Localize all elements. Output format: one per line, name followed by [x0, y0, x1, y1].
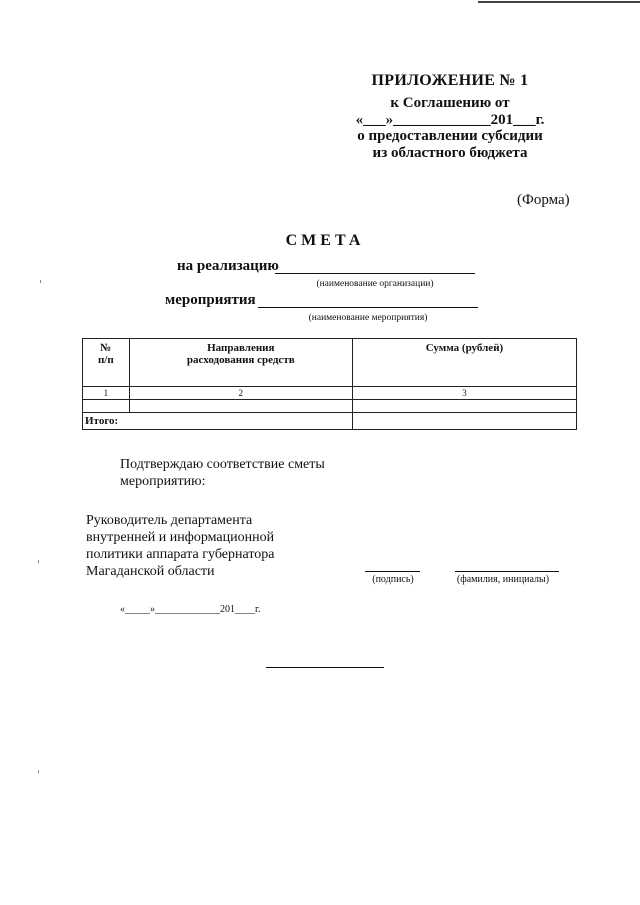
scan-edge-line	[478, 1, 640, 3]
column-number-1: 1	[83, 387, 130, 400]
table-column-number-row	[83, 387, 577, 400]
total-value	[352, 413, 576, 430]
appendix-subsidy-line: о предоставлении субсидии	[357, 128, 543, 144]
header-directions: Направления расходования средств	[129, 339, 352, 387]
table-cell	[129, 400, 352, 413]
signature-line	[365, 571, 420, 572]
scan-speck	[38, 770, 39, 773]
event-fill-line	[258, 307, 478, 308]
name-line	[455, 571, 559, 572]
realization-label: на реализацию	[177, 258, 279, 274]
name-caption: (фамилия, инициалы)	[456, 574, 550, 585]
official-position: Руководитель департамента внутренней и информационной политики аппарата губернатора Магаданской области	[86, 513, 275, 579]
column-number-3: 3	[352, 387, 576, 400]
header-number: № п/п	[83, 339, 130, 387]
table-total-row	[83, 413, 577, 430]
organization-caption: (наименование организации)	[316, 279, 434, 289]
event-caption: (наименование мероприятия)	[308, 313, 428, 323]
table-row	[83, 400, 577, 413]
document-title: СМЕТА	[285, 232, 365, 249]
event-label: мероприятия	[165, 292, 256, 308]
table-cell	[352, 400, 576, 413]
table-cell	[83, 400, 130, 413]
signature-caption: (подпись)	[372, 574, 414, 585]
table-header-row	[83, 339, 577, 387]
form-label: (Форма)	[517, 192, 570, 208]
bottom-rule	[266, 667, 384, 668]
column-number-2: 2	[129, 387, 352, 400]
confirmation-text: Подтверждаю соответствие сметы мероприятию:	[120, 457, 325, 489]
scan-speck	[40, 280, 41, 283]
appendix-date-line: «___»_____________201___г.	[355, 112, 545, 128]
header-amount: Сумма (рублей)	[352, 339, 576, 387]
estimate-table	[82, 338, 577, 430]
appendix-agreement-line: к Соглашению от	[390, 95, 510, 111]
organization-fill-line	[275, 273, 475, 274]
signing-date-line: «_____»_____________201____г.	[120, 604, 261, 615]
scan-speck	[38, 560, 39, 563]
total-label: Итого:	[83, 413, 353, 430]
appendix-title: ПРИЛОЖЕНИЕ № 1	[371, 72, 529, 89]
appendix-budget-line: из областного бюджета	[372, 145, 528, 161]
